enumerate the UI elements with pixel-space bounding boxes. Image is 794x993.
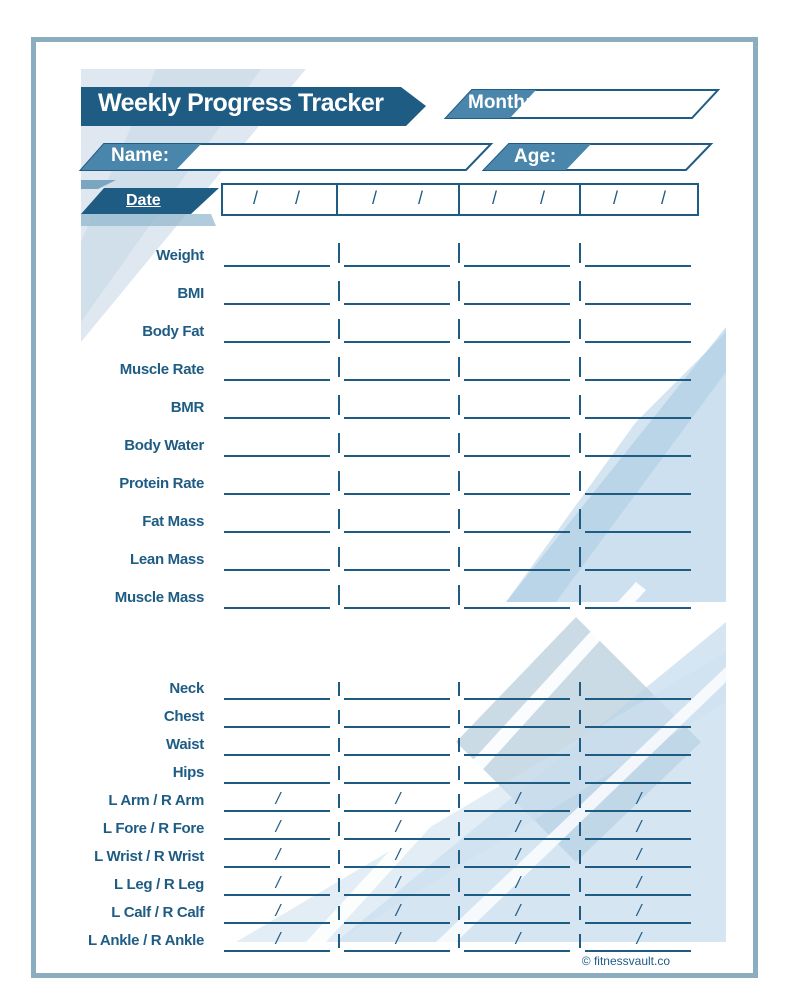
column-divider bbox=[579, 547, 581, 567]
column-divider bbox=[338, 794, 340, 808]
date-slash: / bbox=[418, 188, 424, 208]
column-divider bbox=[338, 319, 340, 339]
column-divider bbox=[579, 906, 581, 920]
column-divider bbox=[579, 822, 581, 836]
age-label: Age: bbox=[514, 146, 557, 167]
stat-row-label: Muscle Mass bbox=[114, 589, 204, 606]
stat-entry-field[interactable] bbox=[344, 607, 450, 609]
column-divider bbox=[338, 906, 340, 920]
measurement-entry-field[interactable] bbox=[224, 782, 330, 784]
measurement-entry-field[interactable] bbox=[464, 838, 570, 840]
left-right-separator: / bbox=[275, 929, 281, 948]
column-divider bbox=[579, 585, 581, 605]
measurement-row-label: Chest bbox=[163, 708, 204, 725]
stat-entry-field[interactable] bbox=[224, 379, 330, 381]
left-right-separator: / bbox=[275, 901, 281, 920]
measurement-entry-field[interactable] bbox=[224, 754, 330, 756]
stat-entry-field[interactable] bbox=[224, 531, 330, 533]
column-divider bbox=[338, 585, 340, 605]
measurement-entry-field[interactable] bbox=[585, 950, 691, 952]
stat-row-label: Weight bbox=[156, 247, 204, 264]
column-divider bbox=[579, 794, 581, 808]
measurement-entry-field[interactable] bbox=[344, 922, 450, 924]
measurement-row-label: L Fore / R Fore bbox=[102, 820, 204, 837]
stat-entry-field[interactable] bbox=[464, 569, 570, 571]
stat-entry-field[interactable] bbox=[344, 417, 450, 419]
stat-entry-field[interactable] bbox=[464, 379, 570, 381]
column-divider bbox=[338, 357, 340, 377]
stat-entry-field[interactable] bbox=[585, 569, 691, 571]
measurement-entry-field[interactable] bbox=[464, 726, 570, 728]
measurement-entry-field[interactable] bbox=[344, 754, 450, 756]
column-divider bbox=[458, 794, 460, 808]
date-label: Date bbox=[126, 192, 161, 209]
stat-entry-field[interactable] bbox=[464, 303, 570, 305]
stat-entry-field[interactable] bbox=[224, 569, 330, 571]
name-label: Name: bbox=[111, 145, 170, 166]
stat-row-label: Fat Mass bbox=[142, 513, 204, 530]
measurement-entry-field[interactable] bbox=[224, 922, 330, 924]
column-divider bbox=[338, 509, 340, 529]
stat-entry-field[interactable] bbox=[344, 569, 450, 571]
left-right-separator: / bbox=[395, 817, 401, 836]
date-slash: / bbox=[540, 188, 546, 208]
measurement-row-label: L Ankle / R Ankle bbox=[87, 932, 204, 949]
stat-entry-field[interactable] bbox=[224, 265, 330, 267]
stat-entry-field[interactable] bbox=[464, 455, 570, 457]
stat-entry-field[interactable] bbox=[224, 303, 330, 305]
date-cell-3[interactable] bbox=[460, 184, 578, 217]
stat-entry-field[interactable] bbox=[344, 265, 450, 267]
measurement-entry-field[interactable] bbox=[224, 810, 330, 812]
stat-entry-field[interactable] bbox=[585, 303, 691, 305]
stat-entry-field[interactable] bbox=[585, 265, 691, 267]
stat-entry-field[interactable] bbox=[464, 493, 570, 495]
measurement-entry-field[interactable] bbox=[464, 782, 570, 784]
measurement-entry-field[interactable] bbox=[224, 866, 330, 868]
measurement-entry-field[interactable] bbox=[224, 894, 330, 896]
date-slash: / bbox=[295, 188, 301, 208]
column-divider bbox=[338, 934, 340, 948]
column-divider bbox=[458, 850, 460, 864]
column-divider bbox=[458, 934, 460, 948]
date-slash: / bbox=[613, 188, 619, 208]
column-divider bbox=[338, 547, 340, 567]
stat-row-label: Body Water bbox=[124, 437, 204, 454]
measurement-entry-field[interactable] bbox=[464, 950, 570, 952]
stat-entry-field[interactable] bbox=[224, 417, 330, 419]
stat-entry-field[interactable] bbox=[585, 493, 691, 495]
left-right-separator: / bbox=[395, 901, 401, 920]
column-divider bbox=[458, 547, 460, 567]
column-divider bbox=[579, 281, 581, 301]
column-divider bbox=[458, 906, 460, 920]
measurement-entry-field[interactable] bbox=[344, 782, 450, 784]
left-right-separator: / bbox=[636, 929, 642, 948]
column-divider bbox=[338, 710, 340, 724]
left-right-separator: / bbox=[636, 901, 642, 920]
stat-entry-field[interactable] bbox=[464, 417, 570, 419]
measurement-entry-field[interactable] bbox=[344, 894, 450, 896]
measurement-entry-field[interactable] bbox=[344, 810, 450, 812]
column-divider bbox=[458, 319, 460, 339]
column-divider bbox=[458, 357, 460, 377]
column-divider bbox=[338, 471, 340, 491]
measurement-entry-field[interactable] bbox=[344, 950, 450, 952]
stat-entry-field[interactable] bbox=[344, 531, 450, 533]
column-divider bbox=[338, 850, 340, 864]
month-field[interactable] bbox=[541, 92, 701, 116]
stat-entry-field[interactable] bbox=[344, 303, 450, 305]
stat-entry-field[interactable] bbox=[344, 341, 450, 343]
column-divider bbox=[579, 878, 581, 892]
measurement-entry-field[interactable] bbox=[464, 754, 570, 756]
date-cell-4[interactable] bbox=[581, 184, 699, 217]
column-divider bbox=[338, 878, 340, 892]
stat-entry-field[interactable] bbox=[224, 493, 330, 495]
column-divider bbox=[579, 934, 581, 948]
footer-credit: © fitnessvault.co bbox=[581, 954, 670, 968]
stat-row-label: Body Fat bbox=[142, 323, 204, 340]
stat-entry-field[interactable] bbox=[224, 607, 330, 609]
column-divider bbox=[338, 766, 340, 780]
stat-row-label: BMI bbox=[177, 285, 204, 302]
measurement-row-label: Hips bbox=[172, 764, 204, 781]
stat-entry-field[interactable] bbox=[585, 417, 691, 419]
stat-entry-field[interactable] bbox=[585, 531, 691, 533]
stat-entry-field[interactable] bbox=[585, 341, 691, 343]
measurement-entry-field[interactable] bbox=[585, 782, 691, 784]
column-divider bbox=[458, 682, 460, 696]
measurement-entry-field[interactable] bbox=[224, 950, 330, 952]
stat-entry-field[interactable] bbox=[585, 455, 691, 457]
column-divider bbox=[579, 850, 581, 864]
column-divider bbox=[579, 243, 581, 263]
column-divider bbox=[338, 738, 340, 752]
column-divider bbox=[458, 878, 460, 892]
date-slash: / bbox=[492, 188, 498, 208]
column-divider bbox=[458, 281, 460, 301]
left-right-separator: / bbox=[636, 845, 642, 864]
stat-entry-field[interactable] bbox=[464, 531, 570, 533]
measurement-entry-field[interactable] bbox=[224, 726, 330, 728]
measurement-entry-field[interactable] bbox=[344, 866, 450, 868]
measurement-row-label: Neck bbox=[169, 680, 204, 697]
column-divider bbox=[458, 471, 460, 491]
measurement-entry-field[interactable] bbox=[464, 698, 570, 700]
measurement-entry-field[interactable] bbox=[464, 866, 570, 868]
measurements-heading: Measurements bbox=[112, 629, 221, 646]
left-right-separator: / bbox=[515, 845, 521, 864]
column-divider bbox=[338, 281, 340, 301]
left-right-separator: / bbox=[515, 817, 521, 836]
date-slash: / bbox=[661, 188, 667, 208]
measurement-entry-field[interactable] bbox=[224, 698, 330, 700]
measurement-entry-field[interactable] bbox=[585, 894, 691, 896]
column-divider bbox=[458, 766, 460, 780]
stat-row-label: Protein Rate bbox=[119, 475, 204, 492]
age-field[interactable] bbox=[581, 146, 701, 168]
date-slash: / bbox=[253, 188, 259, 208]
left-right-separator: / bbox=[636, 817, 642, 836]
stat-row-label: Muscle Rate bbox=[119, 361, 204, 378]
column-divider bbox=[458, 585, 460, 605]
column-divider bbox=[458, 395, 460, 415]
measurement-row-label: L Arm / R Arm bbox=[108, 792, 204, 809]
column-divider bbox=[579, 319, 581, 339]
measurement-entry-field[interactable] bbox=[464, 894, 570, 896]
measurement-row-label: Waist bbox=[166, 736, 204, 753]
column-divider bbox=[458, 509, 460, 529]
date-cell-2[interactable] bbox=[338, 184, 456, 217]
stat-entry-field[interactable] bbox=[585, 607, 691, 609]
measurement-entry-field[interactable] bbox=[344, 726, 450, 728]
left-right-separator: / bbox=[275, 845, 281, 864]
column-divider bbox=[579, 433, 581, 453]
measurement-row-label: L Leg / R Leg bbox=[114, 876, 204, 893]
column-divider bbox=[458, 738, 460, 752]
page-title: Weekly Progress Tracker bbox=[98, 89, 384, 117]
stat-entry-field[interactable] bbox=[464, 341, 570, 343]
column-divider bbox=[338, 682, 340, 696]
column-divider bbox=[458, 243, 460, 263]
measurement-entry-field[interactable] bbox=[344, 698, 450, 700]
stat-entry-field[interactable] bbox=[224, 455, 330, 457]
measurement-entry-field[interactable] bbox=[224, 838, 330, 840]
column-divider bbox=[579, 395, 581, 415]
column-divider bbox=[579, 766, 581, 780]
left-right-separator: / bbox=[395, 789, 401, 808]
column-divider bbox=[579, 357, 581, 377]
left-right-separator: / bbox=[515, 901, 521, 920]
stat-entry-field[interactable] bbox=[464, 265, 570, 267]
measurement-entry-field[interactable] bbox=[344, 838, 450, 840]
stat-entry-field[interactable] bbox=[464, 607, 570, 609]
column-divider bbox=[338, 395, 340, 415]
left-right-separator: / bbox=[515, 789, 521, 808]
left-right-separator: / bbox=[395, 873, 401, 892]
measurement-entry-field[interactable] bbox=[464, 922, 570, 924]
left-right-separator: / bbox=[275, 817, 281, 836]
column-divider bbox=[338, 243, 340, 263]
measurement-entry-field[interactable] bbox=[585, 698, 691, 700]
left-right-separator: / bbox=[636, 873, 642, 892]
stat-entry-field[interactable] bbox=[224, 341, 330, 343]
measurement-entry-field[interactable] bbox=[585, 810, 691, 812]
stat-entry-field[interactable] bbox=[585, 379, 691, 381]
date-slash: / bbox=[372, 188, 378, 208]
left-right-separator: / bbox=[395, 845, 401, 864]
month-label: Month: bbox=[468, 92, 532, 113]
column-divider bbox=[458, 710, 460, 724]
left-right-separator: / bbox=[395, 929, 401, 948]
column-divider bbox=[338, 822, 340, 836]
left-right-separator: / bbox=[515, 929, 521, 948]
measurement-row-label: L Calf / R Calf bbox=[111, 904, 204, 921]
column-divider bbox=[458, 822, 460, 836]
stat-entry-field[interactable] bbox=[344, 455, 450, 457]
measurement-entry-field[interactable] bbox=[585, 922, 691, 924]
stat-row-label: Lean Mass bbox=[130, 551, 204, 568]
measurement-row-label: L Wrist / R Wrist bbox=[94, 848, 204, 865]
column-divider bbox=[338, 433, 340, 453]
date-cell-1[interactable] bbox=[223, 184, 336, 217]
measurement-entry-field[interactable] bbox=[585, 866, 691, 868]
column-divider bbox=[579, 682, 581, 696]
left-right-separator: / bbox=[636, 789, 642, 808]
stat-entry-field[interactable] bbox=[344, 493, 450, 495]
measurement-entry-field[interactable] bbox=[585, 754, 691, 756]
column-divider bbox=[579, 509, 581, 529]
measurement-entry-field[interactable] bbox=[585, 726, 691, 728]
stat-entry-field[interactable] bbox=[344, 379, 450, 381]
column-divider bbox=[458, 433, 460, 453]
stat-row-label: BMR bbox=[170, 399, 204, 416]
page-frame bbox=[31, 37, 758, 978]
column-divider bbox=[579, 710, 581, 724]
column-divider bbox=[579, 471, 581, 491]
left-right-separator: / bbox=[515, 873, 521, 892]
measurement-entry-field[interactable] bbox=[464, 810, 570, 812]
left-right-separator: / bbox=[275, 873, 281, 892]
column-divider bbox=[579, 738, 581, 752]
left-right-separator: / bbox=[275, 789, 281, 808]
name-field[interactable] bbox=[196, 146, 481, 168]
measurement-entry-field[interactable] bbox=[585, 838, 691, 840]
